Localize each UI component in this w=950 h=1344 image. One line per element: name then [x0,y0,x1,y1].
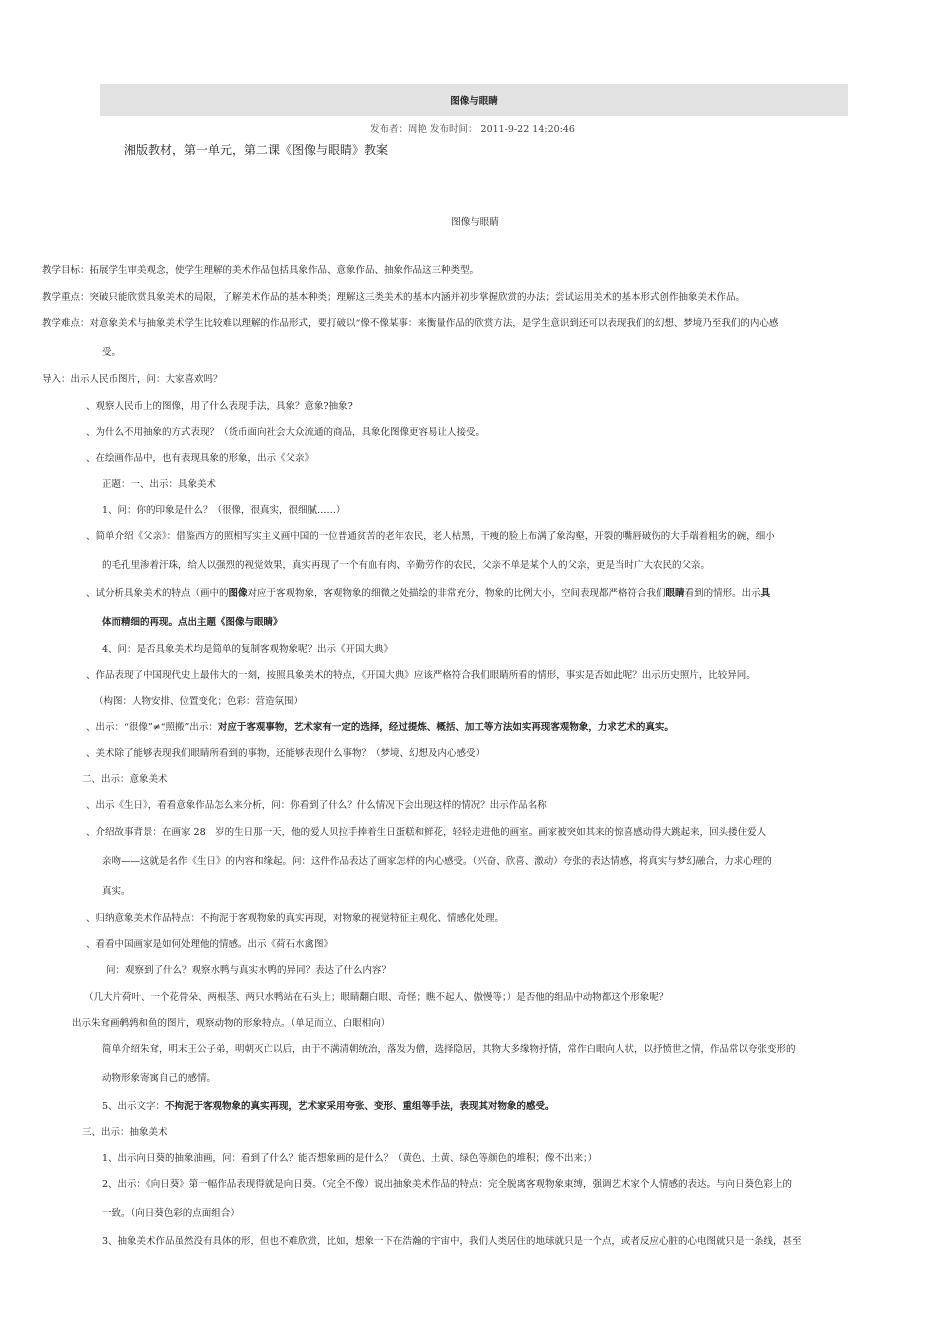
text-segment: 、出示：“很像”≠“照搬”出示： [86,722,218,733]
intro-line: 导入：出示人民币图片，问：大家喜欢吗？ [42,374,223,385]
text-line: 、作品表现了中国现代史上最伟大的一刻，按照具象美术的特点，《开国大典》应该严格符合我们眼睛所看的情形，事实是否如此呢？出示历史照片，比较异同。 [86,670,756,681]
text-line [86,722,674,734]
text-line: 问：观察到了什么？观察水鸭与真实水鸭的异同？表达了什么内容？ [106,965,392,976]
text-line [86,588,770,600]
section-heading: 正题：一、出示：具象美术 [102,479,217,490]
text-line: 、归纳意象美术作品特点：不拘泥于客观物象的真实再现，对物象的视觉特征主观化、情感化处理。 [86,913,505,924]
text-line: 4、问：是否具象美术均是简单的复制客观物象呢？出示《开国大典》 [102,644,394,655]
text-line: 、为什么不用抽象的方式表现？（货币面向社会大众流通的商品，具象化图像更容易让人接受。 [86,427,486,438]
text-segment: 看到的情形。出示 [684,588,761,599]
text-line: （几大片荷叶、一个花骨朵、两根茎、两只水鸭站在石头上；眼睛翻白眼、奇怪；瞧不起人、傲慢等；）是否他的组品中动物都这个形象呢？ [84,992,669,1003]
bold-text: 眼睛 [665,588,685,599]
text-segment: 对应于客观物象，客观物象的细微之处描绘的非常充分，物象的比例大小，空间表现都严格符合我们 [247,588,666,599]
text-line: 、观察人民币上的图像，用了什么表现手法，具象？意象?抽象? [86,401,353,412]
bold-line: 体而精细的再现。点出主题《图像与眼睛》 [102,617,283,628]
bold-text: 具 [760,588,771,599]
article-title-bar [100,84,848,116]
text-line: 真实。 [102,886,131,897]
text-line: 出示朱耷画鹌鹑和鱼的图片，观察动物的形象特点。（单足而立、白眼相向） [72,1018,391,1029]
bold-text: 图像 [228,588,248,599]
teaching-focus: 教学重点：突破只能欣赏具象美术的局限，了解美术作品的基本种类；理解这三类美术的基本内涵并初步掌握欣赏的办法；尝试运用美术的基本形式创作抽象美术作品。 [42,292,746,303]
text-line: 亲吻——这就是名作《生日》的内容和缘起。问：这件作品表达了画家怎样的内心感受。（兴奋、欣喜、激动）夸张的表达情感，将真实与梦幻融合，力求心理的 [102,856,772,867]
text-line: 3、抽象美术作品虽然没有具体的形，但也不难欣赏，比如，想象一下在浩瀚的宇宙中，我们人类居住的地球就只是一个点，或者反应心脏的心电图就只是一条线，甚至 [102,1236,802,1247]
section-heading: 二、出示：意象美术 [82,774,168,785]
document-title: 图像与眼睛 [451,217,499,228]
teaching-difficulty: 教学难点：对意象美术与抽象美术学生比较难以理解的作品形式，要打破以“像不像某事：来衡量作品的欣赏方法，是学生意识到还可以表现我们的幻想、梦境乃至我们的内心感 [42,318,779,329]
text-line: 、简单介绍《父亲》：借鉴西方的照相写实主义画中国的一位普通贫苦的老年农民，老人枯黑，干瘦的脸上布满了象沟壑，开裂的嘴唇破伤的大手端着粗劣的碗，细小 [86,531,775,542]
text-line: 受。 [102,347,122,358]
article-subtitle: 湘版教材，第一单元，第二课《图像与眼睛》教案 [124,143,389,157]
text-line: 的毛孔里渗着汗珠，给人以强烈的视觉效果，真实再现了一个有血有肉、辛勤劳作的农民，父亲不单是某个人的父亲，更是当时广大农民的父亲。 [102,560,711,571]
section-heading: 三、出示：抽象美术 [82,1127,168,1138]
article-title: 图像与眼睛 [450,96,498,107]
text-line: 、在绘画作品中，也有表现具象的形象，出示《父亲》 [86,453,315,464]
text-line: 、看看中国画家是如何处理他的情感。出示《荷石水禽图》 [86,939,334,950]
text-line: 2、出示：《向日葵》第一幅作品表现得就是向日葵。（完全不像）说出抽象美术作品的特点：完全脱离客观物象束缚，强调艺术家个人情感的表达。与向日葵色彩上的 [102,1179,793,1190]
text-line [102,1101,555,1113]
bold-text: 对应于客观事物，艺术家有一定的选择，经过提炼、概括、加工等方法如实再现客观物象，力求艺术的真实。 [217,722,674,733]
text-segment: 5、出示文字： [102,1101,166,1112]
text-line: 、介绍故事背景：在画家 28 岁的生日那一天，他的爱人贝拉手捧着生日蛋糕和鲜花，轻轻走进他的画室。画家被突如其来的惊喜感动得大跳起来，回头搂住爱人 [86,827,767,838]
text-line: 、美术除了能够表现我们眼睛所看到的事物，还能够表现什么事物？（梦境、幻想及内心感受） [86,748,486,759]
text-line: 、出示《生日》，看看意象作品怎么来分析，问：你看到了什么？什么情况下会出现这样的情况？出示作品名称 [86,800,547,811]
text-line: 动物形象寄寓自己的感情。 [102,1073,217,1084]
publish-meta: 发布者：周艳 发布时间： 2011-9-22 14:20:46 [370,124,575,135]
text-line: （构图：人物安排、位置变化；色彩：营造氛围） [94,696,304,707]
teaching-goal: 教学目标：拓展学生审美观念，使学生理解的美术作品包括具象作品、意象作品、抽象作品这三种类型。 [42,265,480,276]
text-segment: 、试分析具象美术的特点（画中的 [86,588,229,599]
bold-text: 不拘泥于客观物象的真实再现，艺术家采用夸张、变形、重组等手法，表现其对物象的感受。 [165,1101,555,1112]
text-line: 一致。（向日葵色彩的点面组合） [102,1208,240,1219]
text-line: 1、问：你的印象是什么？（很像，很真实，很细腻……） [102,505,346,516]
text-line: 1、出示向日葵的抽象油画，问：看到了什么？能否想象画的是什么？（黄色、土黄、绿色等颜色的堆积；像不出来；） [102,1153,598,1164]
text-line: 简单介绍朱耷，明末王公子弟，明朝灭亡以后，由于不满清朝统治，落发为僧，选择隐居，其物大多缘物抒情，常作白眼向人状，以抒愤世之情，作品常以夸张变形的 [102,1044,796,1055]
